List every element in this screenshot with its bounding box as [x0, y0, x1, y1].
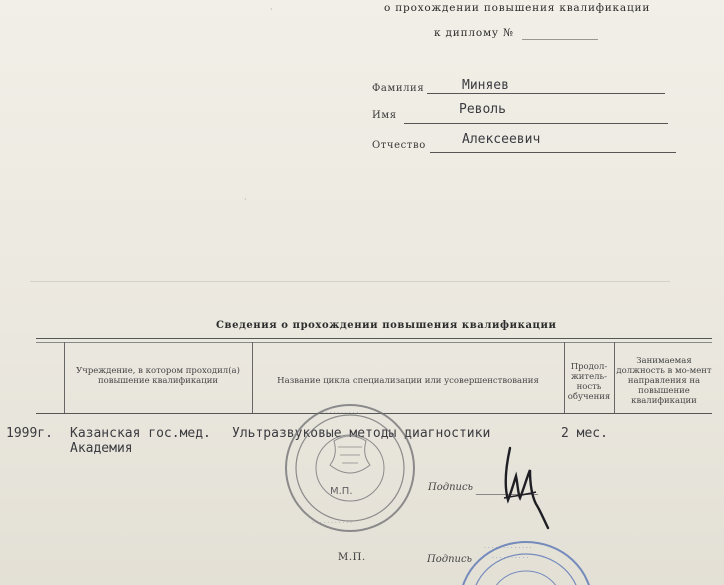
- faint-mark: ·: [244, 195, 247, 204]
- table-col-divider: [64, 342, 65, 413]
- document-title: о прохождении повышения квалификации: [384, 2, 651, 14]
- svg-text:· · · · · · · · · · · · ·: · · · · · · · · · · · · ·: [484, 545, 532, 552]
- row-duration: 2 мес.: [561, 426, 608, 441]
- table-top-border: [36, 338, 712, 339]
- column-header-course: Название цикла специализации или усовершенствования: [277, 376, 539, 386]
- patronymic-line: [430, 152, 676, 153]
- official-seal-stamp: [282, 401, 418, 535]
- column-header-institution: Учреждение, в котором проходил(а) повышение квалификации: [76, 366, 240, 386]
- table-col-divider: [564, 342, 565, 413]
- row-institution-line2: Академия: [70, 441, 133, 456]
- svg-text:· · · · · · · · · ·: · · · · · · · · · ·: [322, 410, 359, 417]
- patronymic-value: Алексеевич: [462, 132, 541, 147]
- name-value: Револь: [459, 102, 506, 117]
- handwritten-signature: [496, 440, 556, 530]
- svg-text:· · · · · · · · · · ·: · · · · · · · · · · ·: [312, 520, 353, 527]
- diploma-number-line: [522, 39, 598, 40]
- faint-mark: ·: [270, 5, 273, 14]
- stamp-center-text: М.П.: [330, 486, 353, 497]
- column-header-position: Занимаемая должность в мо-мент направления на повышение квалификации: [616, 356, 712, 406]
- svg-text:· · · · · · · · · ·: · · · · · · · · · ·: [492, 555, 529, 562]
- faint-divider: [30, 281, 670, 282]
- column-header-duration: Продол-житель-ность обучения: [567, 362, 611, 402]
- surname-value: Миняев: [462, 78, 509, 93]
- patronymic-label: Отчество: [372, 140, 426, 151]
- name-label: Имя: [372, 110, 397, 121]
- diploma-label: к диплому №: [434, 27, 514, 39]
- signature-label: Подпись: [428, 482, 474, 493]
- table-title: Сведения о прохождении повышения квалификации: [216, 320, 557, 331]
- row-year: 1999г.: [6, 426, 53, 441]
- row-course: Ультразвуковые методы диагностики: [232, 426, 491, 441]
- table-col-divider: [614, 342, 615, 413]
- surname-line: [427, 93, 665, 94]
- row-institution-line1: Казанская гос.мед.: [70, 426, 211, 441]
- surname-label: Фамилия: [372, 83, 425, 94]
- blue-organization-stamp: [456, 538, 596, 585]
- seal-label: М.П.: [338, 552, 366, 563]
- signature-label-2: Подпись: [427, 554, 473, 565]
- name-line: [404, 123, 668, 124]
- table-top-border-2: [36, 342, 712, 343]
- table-col-divider: [252, 342, 253, 413]
